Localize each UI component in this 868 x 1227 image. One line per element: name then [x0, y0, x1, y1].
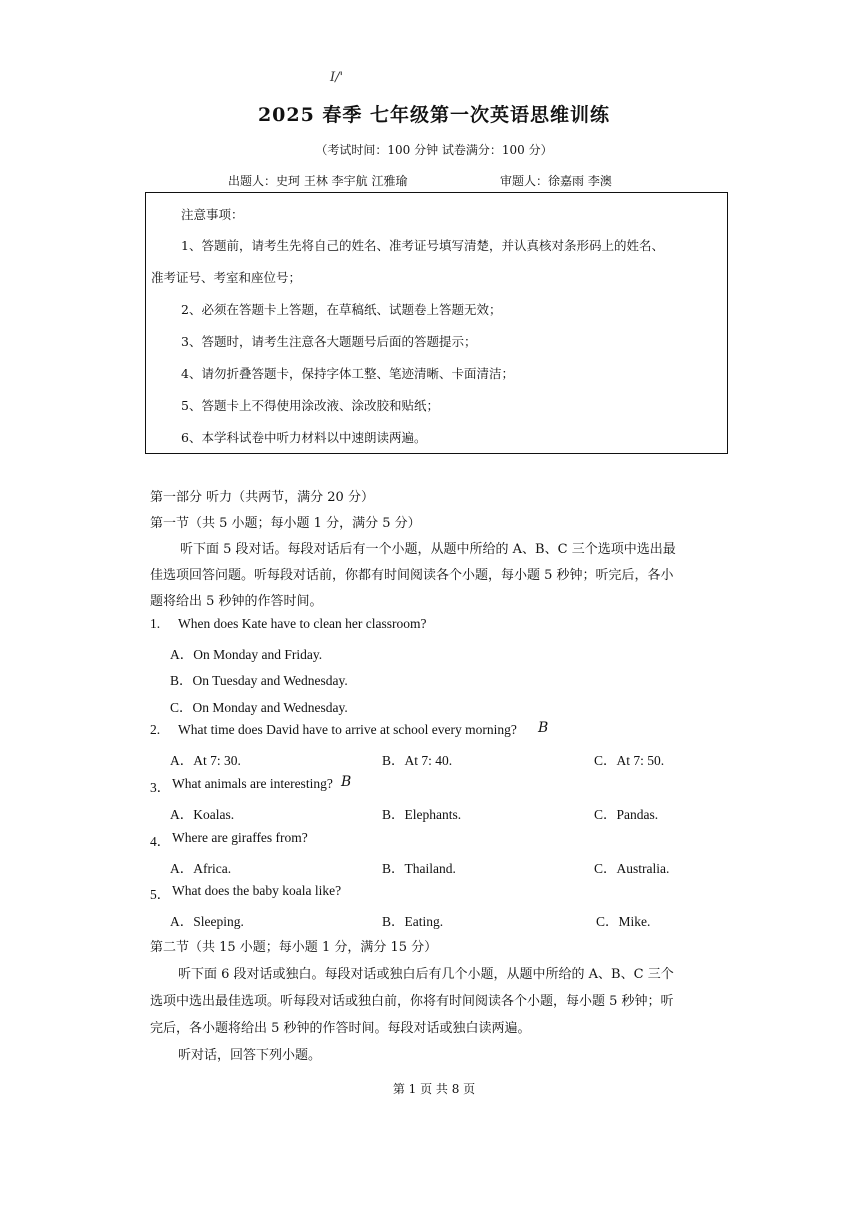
- notice-item: 准考证号、考室和座位号；: [151, 270, 302, 285]
- notice-item: 5、答题卡上不得使用涂改液、涂改胶和贴纸；: [181, 398, 439, 413]
- option-b: B．On Tuesday and Wednesday.: [170, 673, 348, 688]
- part-title: 第一部分 听力（共两节，满分 20 分）: [150, 490, 374, 505]
- handwritten-answer: B: [538, 720, 549, 736]
- option-a: A．Sleeping.: [170, 914, 244, 929]
- option-a: A．On Monday and Friday.: [170, 647, 323, 662]
- authors-line: 出题人：史珂 王林 李宇航 江雅瑜: [228, 174, 408, 188]
- option-c: C．Mike.: [596, 914, 651, 929]
- option-a: A．Koalas.: [170, 807, 235, 822]
- handwritten-mark: I/': [330, 70, 344, 85]
- handwritten-answer: B: [341, 774, 352, 790]
- instruction-line: 题将给出 5 秒钟的作答时间。: [150, 594, 323, 609]
- notice-box: [145, 192, 728, 454]
- reviewers-line: 审题人：徐嘉雨 李澳: [500, 174, 612, 188]
- page-footer: 第 1 页 共 8 页: [392, 1082, 476, 1096]
- instruction-line: 听下面 6 段对话或独白。每段对话或独白后有几个小题，从题中所给的 A、B、C 三个: [178, 967, 674, 982]
- notice-item: 3、答题时，请考生注意各大题题号后面的答题提示；: [181, 334, 477, 349]
- notice-item: 4、请勿折叠答题卡，保持字体工整、笔迹清晰、卡面清洁；: [181, 366, 514, 381]
- section-title: 第一节（共 5 小题；每小题 1 分，满分 5 分）: [150, 516, 421, 531]
- question-text: What does the baby koala like?: [172, 883, 342, 898]
- instruction-line: 完后，各小题将给出 5 秒钟的作答时间。每段对话或独白读两遍。: [150, 1021, 531, 1036]
- question-number: 3．: [150, 780, 171, 795]
- question-number: 1.: [150, 616, 161, 631]
- listening-prompt: 听对话，回答下列小题。: [178, 1048, 322, 1063]
- question-text: When does Kate have to clean her classroom?: [178, 616, 427, 631]
- option-b: B．At 7: 40.: [382, 753, 453, 768]
- option-c: C．Pandas.: [594, 807, 659, 822]
- instruction-line: 佳选项回答问题。听每段对话前，你都有时间阅读各个小题，每小题 5 秒钟；听完后，各小: [150, 568, 674, 583]
- option-c: C．Australia.: [594, 861, 670, 876]
- option-b: B．Thailand.: [382, 861, 456, 876]
- question-number: 5．: [150, 887, 171, 902]
- option-c: C．At 7: 50.: [594, 753, 665, 768]
- question-text: Where are giraffes from?: [172, 830, 308, 845]
- option-b: B．Eating.: [382, 914, 444, 929]
- question-number: 4．: [150, 834, 171, 849]
- option-a: A．Africa.: [170, 861, 232, 876]
- instruction-line: 听下面 5 段对话。每段对话后有一个小题，从题中所给的 A、B、C 三个选项中选出最: [180, 542, 676, 557]
- notice-item: 2、必须在答题卡上答题，在草稿纸、试题卷上答题无效；: [181, 302, 502, 317]
- notice-item: 6、本学科试卷中听力材料以中速朗读两遍。: [181, 430, 427, 445]
- page-title: 2025 春季 七年级第一次英语思维训练: [257, 104, 611, 126]
- notice-item: 1、答题前，请考生先将自己的姓名、准考证号填写清楚，并认真核对条形码上的姓名、: [181, 238, 664, 253]
- notice-heading: 注意事项：: [181, 207, 244, 222]
- section-title: 第二节（共 15 小题；每小题 1 分，满分 15 分）: [150, 940, 438, 955]
- option-b: B．Elephants.: [382, 807, 462, 822]
- question-number: 2.: [150, 722, 161, 737]
- option-a: A．At 7: 30.: [170, 753, 241, 768]
- option-c: C．On Monday and Wednesday.: [170, 700, 348, 715]
- instruction-line: 选项中选出最佳选项。听每段对话或独白前，你将有时间阅读各个小题，每小题 5 秒钟；听: [150, 994, 674, 1009]
- question-text: What animals are interesting?: [172, 776, 333, 791]
- exam-info: （考试时间：100 分钟 试卷满分：100 分）: [315, 143, 553, 157]
- question-text: What time does David have to arrive at school every morning?: [178, 722, 517, 737]
